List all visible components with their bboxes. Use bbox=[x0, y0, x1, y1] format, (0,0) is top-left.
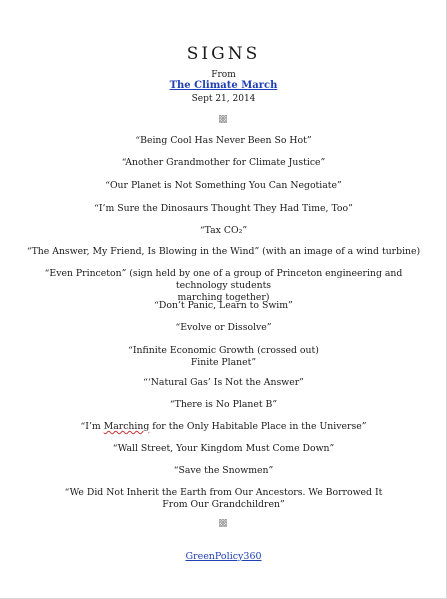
greenpolicy-link[interactable]: GreenPolicy360 bbox=[185, 551, 262, 562]
sign-item: “We Did Not Inherit the Earth from Our Ancestors. We Borrowed It From Our Grandchildren” bbox=[64, 487, 383, 510]
event-date: Sept 21, 2014 bbox=[191, 94, 256, 104]
sign-item: “Even Princeton” (sign held by one of a group of Princeton engineering and technology students marching together) bbox=[44, 268, 403, 303]
sign-item: “Our Planet is Not Something You Can Negotiate” bbox=[105, 180, 342, 191]
sign-item: “Don’t Panic, Learn to Swim” bbox=[154, 300, 293, 311]
spellcheck-marked-word: Marching bbox=[103, 421, 150, 432]
sign-item: “Infinite Economic Growth (crossed out) Finite Planet” bbox=[128, 345, 319, 368]
from-label: From bbox=[211, 70, 236, 80]
divider-ornament-icon bbox=[219, 115, 227, 123]
page-title: SIGNS bbox=[186, 44, 261, 64]
sign-item: “Being Cool Has Never Been So Hot” bbox=[135, 135, 312, 146]
sign-item: “Save the Snowmen” bbox=[173, 465, 274, 476]
sign-item: “Another Grandmother for Climate Justice” bbox=[121, 157, 326, 168]
sign-item: “The Answer, My Friend, Is Blowing in the Wind” (with an image of a wind turbine) bbox=[26, 246, 421, 257]
sign-item: “Tax CO₂” bbox=[199, 225, 248, 236]
climate-march-link[interactable]: The Climate March bbox=[169, 80, 278, 91]
sign-item: “I’m Sure the Dinosaurs Thought They Had Time, Too” bbox=[94, 203, 353, 214]
sign-item: “Wall Street, Your Kingdom Must Come Down” bbox=[112, 443, 335, 454]
sign-item: “‘Natural Gas’ Is Not the Answer” bbox=[143, 377, 304, 388]
divider-ornament-icon bbox=[219, 519, 227, 527]
sign-item: “Evolve or Dissolve” bbox=[175, 322, 272, 333]
sign-item: “There is No Planet B” bbox=[169, 399, 278, 410]
sign-item: “I’m Marching for the Only Habitable Place in the Universe” bbox=[80, 421, 367, 432]
